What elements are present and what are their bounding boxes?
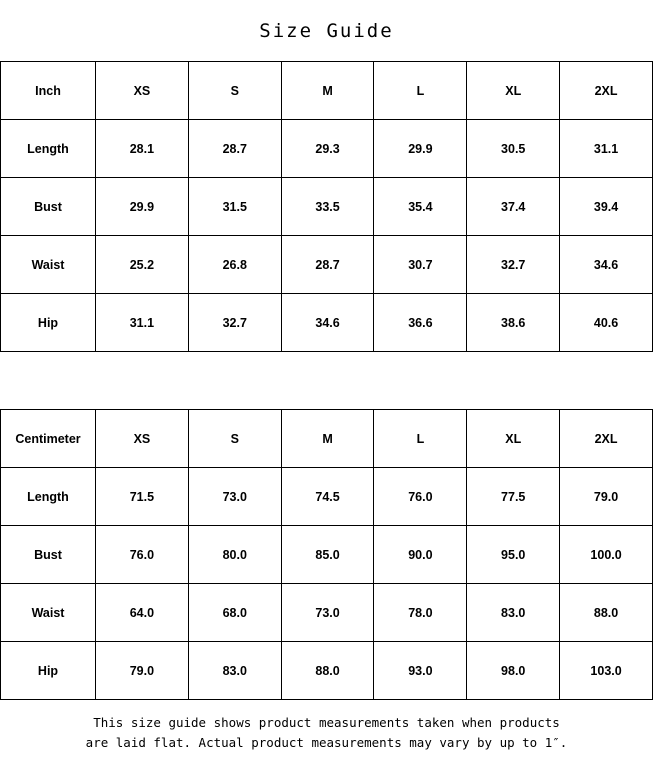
cell-waist-l: 30.7: [374, 236, 467, 294]
cell-length-xs: 28.1: [96, 120, 189, 178]
unit-header-inch: Inch: [1, 62, 96, 120]
cell-length-xl: 77.5: [467, 468, 560, 526]
size-header-xs: XS: [96, 62, 189, 120]
row-label-waist: Waist: [1, 584, 96, 642]
size-header-xs: XS: [96, 410, 189, 468]
cell-hip-2xl: 40.6: [560, 294, 653, 352]
cell-waist-l: 78.0: [374, 584, 467, 642]
size-header-xl: XL: [467, 410, 560, 468]
table-row: [1, 120, 653, 178]
table-row: [1, 642, 653, 700]
cell-hip-s: 83.0: [188, 642, 281, 700]
cell-hip-l: 36.6: [374, 294, 467, 352]
table-row: [1, 584, 653, 642]
cell-hip-xl: 38.6: [467, 294, 560, 352]
cell-length-xs: 71.5: [96, 468, 189, 526]
table-row: [1, 294, 653, 352]
cell-bust-m: 85.0: [281, 526, 374, 584]
table-row: [1, 526, 653, 584]
cell-waist-xl: 32.7: [467, 236, 560, 294]
row-label-bust: Bust: [1, 178, 96, 236]
cell-length-s: 73.0: [188, 468, 281, 526]
cell-hip-m: 88.0: [281, 642, 374, 700]
footer-line-2: are laid flat. Actual product measurements may vary by up to 1″.: [85, 735, 568, 750]
row-label-bust: Bust: [1, 526, 96, 584]
cell-bust-xl: 95.0: [467, 526, 560, 584]
cell-waist-s: 26.8: [188, 236, 281, 294]
row-label-length: Length: [1, 120, 96, 178]
table-row: [1, 178, 653, 236]
cell-hip-l: 93.0: [374, 642, 467, 700]
row-label-hip: Hip: [1, 642, 96, 700]
size-header-m: M: [281, 62, 374, 120]
cell-hip-xs: 31.1: [96, 294, 189, 352]
cell-waist-2xl: 34.6: [560, 236, 653, 294]
cell-bust-xs: 76.0: [96, 526, 189, 584]
cell-hip-xs: 79.0: [96, 642, 189, 700]
table-header-row: [1, 410, 653, 468]
footer-note: [0, 700, 653, 753]
cell-waist-xl: 83.0: [467, 584, 560, 642]
cell-waist-s: 68.0: [188, 584, 281, 642]
unit-header-centimeter: Centimeter: [1, 410, 96, 468]
cell-length-m: 74.5: [281, 468, 374, 526]
cell-length-2xl: 31.1: [560, 120, 653, 178]
cell-bust-s: 31.5: [188, 178, 281, 236]
size-header-2xl: 2XL: [560, 410, 653, 468]
cell-hip-m: 34.6: [281, 294, 374, 352]
cell-waist-m: 73.0: [281, 584, 374, 642]
table-row: [1, 468, 653, 526]
size-header-m: M: [281, 410, 374, 468]
cell-bust-2xl: 39.4: [560, 178, 653, 236]
table-row: [1, 236, 653, 294]
cell-waist-m: 28.7: [281, 236, 374, 294]
table-spacer: [0, 352, 653, 409]
cell-length-2xl: 79.0: [560, 468, 653, 526]
cell-length-xl: 30.5: [467, 120, 560, 178]
cell-waist-2xl: 88.0: [560, 584, 653, 642]
size-header-l: L: [374, 410, 467, 468]
footer-line-1: This size guide shows product measurements taken when products: [93, 715, 560, 730]
cell-length-l: 29.9: [374, 120, 467, 178]
cell-hip-xl: 98.0: [467, 642, 560, 700]
size-header-l: L: [374, 62, 467, 120]
cell-waist-xs: 64.0: [96, 584, 189, 642]
cell-bust-m: 33.5: [281, 178, 374, 236]
cell-length-l: 76.0: [374, 468, 467, 526]
cell-length-m: 29.3: [281, 120, 374, 178]
table-header-row: [1, 62, 653, 120]
row-label-length: Length: [1, 468, 96, 526]
size-table-inch: [0, 61, 653, 352]
cell-bust-xl: 37.4: [467, 178, 560, 236]
cell-bust-xs: 29.9: [96, 178, 189, 236]
cell-bust-s: 80.0: [188, 526, 281, 584]
cell-bust-2xl: 100.0: [560, 526, 653, 584]
row-label-waist: Waist: [1, 236, 96, 294]
size-header-s: S: [188, 410, 281, 468]
cell-hip-2xl: 103.0: [560, 642, 653, 700]
cell-bust-l: 90.0: [374, 526, 467, 584]
cell-waist-xs: 25.2: [96, 236, 189, 294]
row-label-hip: Hip: [1, 294, 96, 352]
size-header-2xl: 2XL: [560, 62, 653, 120]
size-header-s: S: [188, 62, 281, 120]
size-header-xl: XL: [467, 62, 560, 120]
page-title: Size Guide: [259, 20, 394, 42]
cell-bust-l: 35.4: [374, 178, 467, 236]
size-table-centimeter: [0, 409, 653, 700]
cell-length-s: 28.7: [188, 120, 281, 178]
cell-hip-s: 32.7: [188, 294, 281, 352]
